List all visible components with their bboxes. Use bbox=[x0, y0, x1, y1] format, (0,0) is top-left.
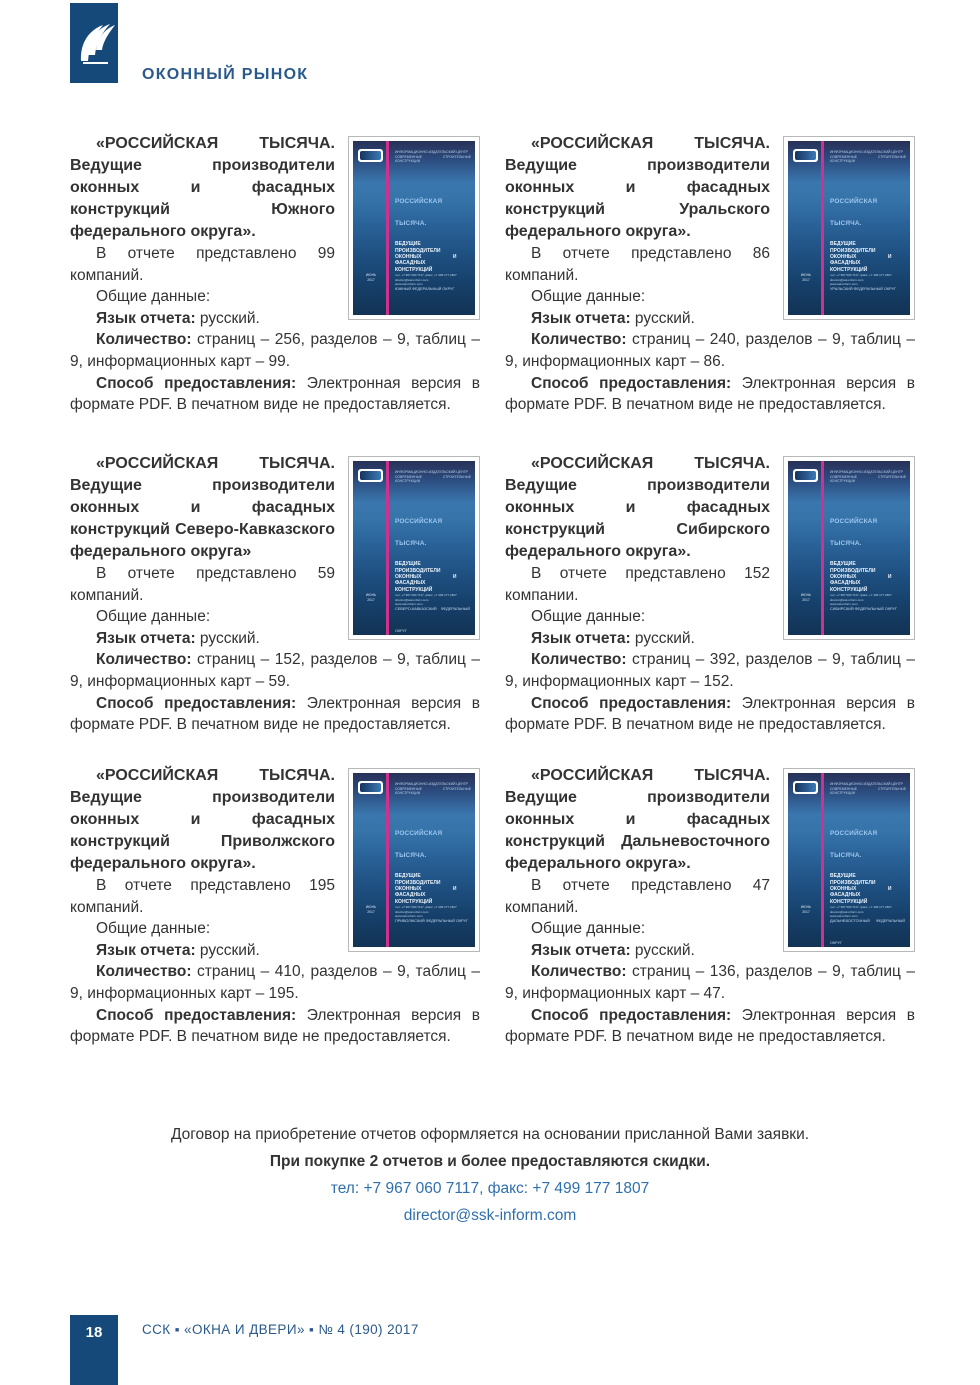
discount-line: При покупке 2 отчетов и более предоставляются скидки. bbox=[269, 1153, 711, 1170]
cover-publisher-lines: ИНФОРМАЦИОННО-ИЗДАТЕЛЬСКИЙ ЦЕНТР СОВРЕМЕННЫЕ СТРОИТЕЛЬНЫЕ КОНСТРУКЦИИ bbox=[395, 150, 471, 164]
report-entry-south bbox=[70, 133, 480, 416]
cover-title: РОССИЙСКАЯ ТЫСЯЧА. bbox=[830, 198, 878, 227]
report-general-label: Общие данные: bbox=[96, 288, 211, 306]
report-language: Язык отчета: русский. bbox=[96, 309, 260, 327]
report-general-label: Общие данные: bbox=[531, 608, 646, 626]
cover-region: УРАЛЬСКИЙ ФЕДЕРАЛЬНЫЙ ОКРУГ bbox=[830, 287, 897, 292]
cover-date: ИЮНЬ 2017 bbox=[365, 273, 377, 282]
cover-date: ИЮНЬ 2017 bbox=[800, 593, 812, 602]
report-quantity: Количество: страниц – 256, разделов – 9, таблиц – 9, информационных карт – 99. bbox=[70, 331, 480, 370]
report-title: «РОССИЙСКАЯ ТЫСЯЧА. Ведущие производители оконных и фасадных конструкций Приволжского федерального округа». bbox=[70, 767, 335, 872]
cover-subtitle: ВЕДУЩИЕ ПРОИЗВОДИТЕЛИ ОКОННЫХ И ФАСАДНЫХ КОНСТРУКЦИЙ bbox=[395, 241, 457, 273]
report-companies: В отчете представлено 195 компаний. bbox=[70, 877, 335, 916]
report-entry-ural bbox=[505, 133, 915, 416]
cover-publisher-lines: ИНФОРМАЦИОННО-ИЗДАТЕЛЬСКИЙ ЦЕНТР СОВРЕМЕННЫЕ СТРОИТЕЛЬНЫЕ КОНСТРУКЦИИ bbox=[830, 782, 906, 796]
cover-region: ЮЖНЫЙ ФЕДЕРАЛЬНЫЙ ОКРУГ bbox=[395, 287, 455, 292]
cover-title: РОССИЙСКАЯ ТЫСЯЧА. bbox=[395, 830, 443, 859]
cover-publisher-lines: ИНФОРМАЦИОННО-ИЗДАТЕЛЬСКИЙ ЦЕНТР СОВРЕМЕННЫЕ СТРОИТЕЛЬНЫЕ КОНСТРУКЦИИ bbox=[830, 150, 906, 164]
cover-publisher-lines: ИНФОРМАЦИОННО-ИЗДАТЕЛЬСКИЙ ЦЕНТР СОВРЕМЕННЫЕ СТРОИТЕЛЬНЫЕ КОНСТРУКЦИИ bbox=[395, 470, 471, 484]
cover-report-type bbox=[395, 941, 470, 947]
cover-contacts: тел: +7 967 060 7117, факс: +7 499 177 1807 director@ssk-inform.com www.ssk-inform.com bbox=[395, 905, 457, 919]
report-method: Способ предоставления: Электронная версия в формате PDF. В печатном виде не предоставляется. bbox=[70, 1006, 480, 1046]
page-number: 18 bbox=[85, 1324, 103, 1341]
cover-stripe bbox=[821, 773, 824, 947]
report-general-label: Общие данные: bbox=[531, 288, 646, 306]
cover-subtitle: ВЕДУЩИЕ ПРОИЗВОДИТЕЛИ ОКОННЫХ И ФАСАДНЫХ КОНСТРУКЦИЙ bbox=[830, 561, 892, 593]
cover-publisher-lines: ИНФОРМАЦИОННО-ИЗДАТЕЛЬСКИЙ ЦЕНТР СОВРЕМЕННЫЕ СТРОИТЕЛЬНЫЕ КОНСТРУКЦИИ bbox=[395, 782, 471, 796]
cover-report-type bbox=[830, 309, 905, 315]
report-title: «РОССИЙСКАЯ ТЫСЯЧА. Ведущие производители оконных и фасадных конструкций Сибирского федерального округа». bbox=[505, 455, 770, 560]
cover-subtitle: ВЕДУЩИЕ ПРОИЗВОДИТЕЛИ ОКОННЫХ И ФАСАДНЫХ КОНСТРУКЦИЙ bbox=[830, 873, 892, 905]
report-title: «РОССИЙСКАЯ ТЫСЯЧА. Ведущие производители оконных и фасадных конструкций Дальневосточного федерального округа». bbox=[505, 767, 770, 872]
report-quantity: Количество: страниц – 152, разделов – 9, таблиц – 9, информационных карт – 59. bbox=[70, 651, 480, 690]
issue-line: ССК ▪ «ОКНА И ДВЕРИ» ▪ № 4 (190) 2017 bbox=[142, 1322, 419, 1337]
cover-publisher-logo-icon bbox=[793, 149, 818, 162]
report-cover-thumbnail bbox=[348, 768, 480, 952]
cover-stripe bbox=[386, 773, 389, 947]
cover-publisher-logo-icon bbox=[793, 781, 818, 794]
cover-publisher-logo-icon bbox=[358, 781, 383, 794]
report-language: Язык отчета: русский. bbox=[531, 629, 695, 647]
report-entry-north-caucasus bbox=[70, 453, 480, 736]
phone-fax-line: тел: +7 967 060 7117, факс: +7 499 177 1807 bbox=[330, 1180, 650, 1197]
cover-subtitle: ВЕДУЩИЕ ПРОИЗВОДИТЕЛИ ОКОННЫХ И ФАСАДНЫХ КОНСТРУКЦИЙ bbox=[395, 561, 457, 593]
cover-title: РОССИЙСКАЯ ТЫСЯЧА. bbox=[830, 830, 878, 859]
report-cover-thumbnail bbox=[783, 768, 915, 952]
cover-title: РОССИЙСКАЯ ТЫСЯЧА. bbox=[395, 518, 443, 547]
cover-contacts: тел: +7 967 060 7117, факс: +7 499 177 1807 director@ssk-inform.com www.ssk-inform.com bbox=[830, 905, 892, 919]
cover-region: ДАЛЬНЕВОСТОЧНЫЙ ФЕДЕРАЛЬНЫЙ ОКРУГ bbox=[830, 919, 905, 945]
cover-contacts: тел: +7 967 060 7117, факс: +7 499 177 1807 director@ssk-inform.com www.ssk-inform.com bbox=[830, 273, 892, 287]
report-language: Язык отчета: русский. bbox=[531, 941, 695, 959]
report-row-2 bbox=[70, 453, 915, 736]
cover-contacts: тел: +7 967 060 7117, факс: +7 499 177 1807 director@ssk-inform.com www.ssk-inform.com bbox=[830, 593, 892, 607]
report-general-label: Общие данные: bbox=[96, 920, 211, 938]
report-language: Язык отчета: русский. bbox=[531, 309, 695, 327]
cover-subtitle: ВЕДУЩИЕ ПРОИЗВОДИТЕЛИ ОКОННЫХ И ФАСАДНЫХ КОНСТРУКЦИЙ bbox=[830, 241, 892, 273]
report-entry-siberia bbox=[505, 453, 915, 736]
report-cover-thumbnail bbox=[783, 456, 915, 640]
report-title: «РОССИЙСКАЯ ТЫСЯЧА. Ведущие производители оконных и фасадных конструкций Уральского федерального округа». bbox=[505, 135, 770, 240]
report-method: Способ предоставления: Электронная версия в формате PDF. В печатном виде не предоставляется. bbox=[70, 374, 480, 414]
report-companies: В отчете представлено 99 компаний. bbox=[70, 245, 335, 284]
cover-date: ИЮНЬ 2017 bbox=[365, 905, 377, 914]
report-quantity: Количество: страниц – 136, разделов – 9, таблиц – 9, информационных карт – 47. bbox=[505, 963, 915, 1002]
report-quantity: Количество: страниц – 392, разделов – 9, таблиц – 9, информационных карт – 152. bbox=[505, 651, 915, 690]
report-cover-thumbnail bbox=[348, 456, 480, 640]
cover-date: ИЮНЬ 2017 bbox=[800, 905, 812, 914]
report-cover-thumbnail bbox=[783, 136, 915, 320]
cover-publisher-lines: ИНФОРМАЦИОННО-ИЗДАТЕЛЬСКИЙ ЦЕНТР СОВРЕМЕННЫЕ СТРОИТЕЛЬНЫЕ КОНСТРУКЦИИ bbox=[830, 470, 906, 484]
cover-stripe bbox=[386, 141, 389, 315]
cover-publisher-logo-icon bbox=[358, 469, 383, 482]
report-quantity: Количество: страниц – 410, разделов – 9, таблиц – 9, информационных карт – 195. bbox=[70, 963, 480, 1002]
swoosh-logo-icon bbox=[70, 3, 118, 83]
report-companies: В отчете представлено 47 компаний. bbox=[505, 877, 770, 916]
report-title: «РОССИЙСКАЯ ТЫСЯЧА. Ведущие производители оконных и фасадных конструкций Северо-Кавказского федерального округа» bbox=[70, 455, 335, 560]
report-general-label: Общие данные: bbox=[531, 920, 646, 938]
cover-contacts: тел: +7 967 060 7117, факс: +7 499 177 1807 director@ssk-inform.com www.ssk-inform.com bbox=[395, 593, 457, 607]
email-line: director@ssk-inform.com bbox=[403, 1207, 577, 1224]
cover-publisher-logo-icon bbox=[793, 469, 818, 482]
cover-subtitle: ВЕДУЩИЕ ПРОИЗВОДИТЕЛИ ОКОННЫХ И ФАСАДНЫХ КОНСТРУКЦИЙ bbox=[395, 873, 457, 905]
report-general-label: Общие данные: bbox=[96, 608, 211, 626]
report-language: Язык отчета: русский. bbox=[96, 629, 260, 647]
page-number-box bbox=[70, 1315, 118, 1385]
cover-report-type bbox=[395, 309, 470, 315]
publisher-logo bbox=[70, 3, 118, 83]
report-method: Способ предоставления: Электронная версия в формате PDF. В печатном виде не предоставляется. bbox=[505, 694, 915, 734]
report-cover-thumbnail bbox=[348, 136, 480, 320]
report-companies: В отчете представлено 86 компаний. bbox=[505, 245, 770, 284]
section-title: ОКОННЫЙ РЫНОК bbox=[142, 66, 309, 83]
report-method: Способ предоставления: Электронная версия в формате PDF. В печатном виде не предоставляется. bbox=[505, 1006, 915, 1046]
report-companies: В отчете представлено 59 компаний. bbox=[70, 565, 335, 604]
report-language: Язык отчета: русский. bbox=[96, 941, 260, 959]
cover-publisher-logo-icon bbox=[358, 149, 383, 162]
cover-date: ИЮНЬ 2017 bbox=[800, 273, 812, 282]
report-row-3 bbox=[70, 765, 915, 1048]
cover-date: ИЮНЬ 2017 bbox=[365, 593, 377, 602]
report-entry-volga bbox=[70, 765, 480, 1048]
cover-region: СЕВЕРО-КАВКАЗСКИЙ ФЕДЕРАЛЬНЫЙ ОКРУГ bbox=[395, 607, 470, 633]
cover-report-type bbox=[830, 629, 905, 635]
cover-contacts: тел: +7 967 060 7117, факс: +7 499 177 1807 director@ssk-inform.com www.ssk-inform.com bbox=[395, 273, 457, 287]
report-title: «РОССИЙСКАЯ ТЫСЯЧА. Ведущие производители оконных и фасадных конструкций Южного федерального округа». bbox=[70, 135, 335, 240]
report-row-1 bbox=[70, 133, 915, 416]
cover-region: ПРИВОЛЖСКИЙ ФЕДЕРАЛЬНЫЙ ОКРУГ bbox=[395, 919, 469, 924]
order-info-block bbox=[0, 1121, 980, 1229]
cover-title: РОССИЙСКАЯ ТЫСЯЧА. bbox=[395, 198, 443, 227]
cover-stripe bbox=[821, 141, 824, 315]
report-companies: В отчете представлено 152 компании. bbox=[505, 565, 770, 604]
cover-stripe bbox=[386, 461, 389, 635]
report-entry-far-east bbox=[505, 765, 915, 1048]
cover-stripe bbox=[821, 461, 824, 635]
order-info-line: Договор на приобретение отчетов оформляется на основании присланной Вами заявки. bbox=[170, 1126, 810, 1143]
cover-region: СИБИРСКИЙ ФЕДЕРАЛЬНЫЙ ОКРУГ bbox=[830, 607, 898, 612]
report-method: Способ предоставления: Электронная версия в формате PDF. В печатном виде не предоставляется. bbox=[70, 694, 480, 734]
report-quantity: Количество: страниц – 240, разделов – 9, таблиц – 9, информационных карт – 86. bbox=[505, 331, 915, 370]
cover-title: РОССИЙСКАЯ ТЫСЯЧА. bbox=[830, 518, 878, 547]
report-method: Способ предоставления: Электронная версия в формате PDF. В печатном виде не предоставляется. bbox=[505, 374, 915, 414]
